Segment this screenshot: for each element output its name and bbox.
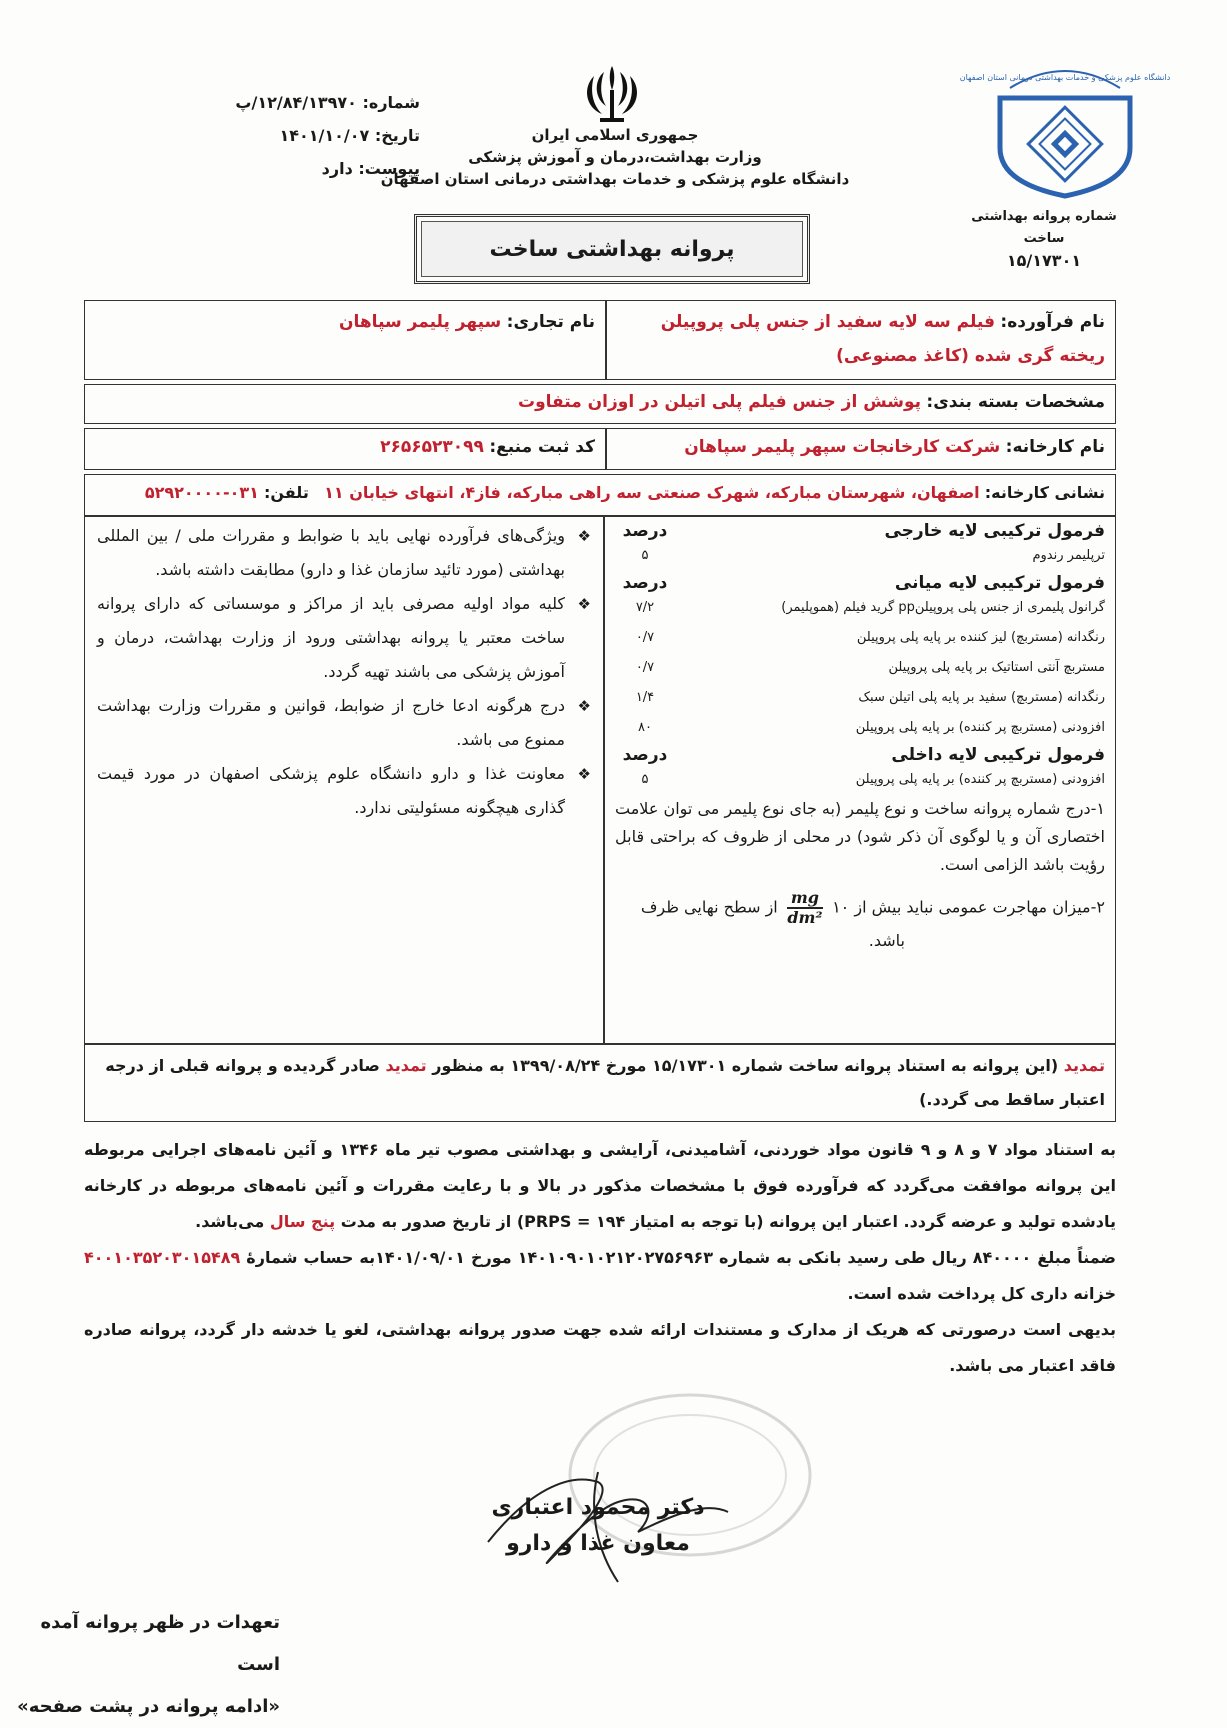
body-paragraph-1 — [84, 1132, 1116, 1240]
ingredient-name: مستربچ آنتی استاتیک بر پایه پلی پروپیلن — [888, 660, 1105, 675]
republic-name: جمهوری اسلامی ایران — [531, 126, 699, 144]
body-paragraph-3: بدیهی است درصورتی که هریک از مدارک و مستندات ارائه شده جهت صدور پروانه بهداشتی، لغو یا خدشه دار گردد، پروانه صادره فاقد اعتبار می باشد. — [84, 1320, 1116, 1375]
address-label: نشانی کارخانه: — [984, 483, 1105, 502]
ingredient-percent: ۰/۷ — [635, 630, 655, 645]
source-code-label: کد ثبت منبع: — [489, 437, 595, 457]
ingredient-name: گرانول پلیمری از جنس پلی پروپیلنpp گرید فیلم (هموپلیمر) — [781, 600, 1105, 615]
number-label: شماره: — [362, 93, 420, 112]
middle-title-text: فرمول ترکیبی لایه میانی — [894, 573, 1105, 593]
fraction-denominator: dm² — [787, 908, 823, 927]
formula-row — [615, 765, 1105, 795]
attachment-label: پیوست: — [358, 159, 420, 178]
address-value: اصفهان، شهرستان مبارکه، شهرک صنعتی سه راهی مبارکه، فاز۴، انتهای خیابان ۱۱ — [324, 483, 980, 502]
conditions-list — [84, 516, 604, 1044]
body-p2-text: ضمناً مبلغ ۸۴۰۰۰۰ ریال طی رسید بانکی به شماره ۱۴۰۱۰۹۰۱۰۲۱۲۰۲۷۵۶۹۶۳ مورخ ۱۴۰۱/۰۹/۰۱به حساب شمارهٔ — [246, 1248, 1116, 1267]
formulas-panel — [604, 516, 1116, 1044]
validity-period: پنج سال — [269, 1212, 336, 1231]
inner-layer-title — [615, 745, 1105, 765]
logo-arc-text: دانشگاه علوم پزشکی و خدمات بهداشتی درمانی استان اصفهان — [959, 73, 1171, 82]
brand-label: نام تجاری: — [506, 312, 595, 332]
date-value: ۱۴۰۱/۱۰/۰۷ — [279, 126, 370, 145]
extension-notice — [84, 1044, 1116, 1122]
address-cell — [84, 474, 1116, 516]
signatory-position: معاون غذا و دارو — [506, 1531, 690, 1556]
brand-cell — [84, 300, 606, 380]
body-p1-end: می‌باشد. — [195, 1212, 265, 1231]
ingredient-percent: ۵ — [641, 548, 649, 563]
ingredient-name: ترپلیمر رندوم — [1032, 548, 1105, 563]
fraction-numerator: mg — [787, 889, 823, 909]
license-number-block — [960, 206, 1128, 272]
footer-notes — [10, 1602, 280, 1728]
note-2-pre: ۲-میزان مهاجرت عمومی نباید بیش از — [854, 897, 1105, 917]
factory-cell — [606, 428, 1116, 470]
condition-item: ❖ معاونت غذا و دارو دانشگاه علوم پزشکی اصفهان در مورد قیمت گذاری هیچگونه مسئولیتی ندارد. — [97, 757, 591, 825]
percent-header: درصد — [622, 521, 668, 541]
note-2-number: ۱۰ — [832, 897, 850, 917]
formula-row — [615, 623, 1105, 653]
source-code-cell — [84, 428, 606, 470]
body-p2-end: خزانه داری کل پرداخت شده است. — [847, 1284, 1116, 1303]
number-value: ۱۲/۸۴/۱۳۹۷۰/پ — [235, 93, 357, 112]
license-number-label: شماره پروانه بهداشتی ساخت — [971, 209, 1117, 246]
ingredient-name: افزودنی (مستربچ پر کننده) بر پایه پلی پروپیلن — [855, 772, 1105, 787]
ingredient-percent: ۸۰ — [638, 720, 652, 735]
license-number-value: ۱۵/۱۷۳۰۱ — [1006, 251, 1082, 270]
note-2-post: از سطح نهایی ظرف — [640, 897, 778, 917]
packaging-value: پوشش از جنس فیلم پلی اتیلن در اوزان متفاوت — [518, 392, 921, 412]
footer-line-2: «ادامه پروانه در پشت صفحه» — [17, 1696, 280, 1717]
ingredient-percent: ۷/۲ — [635, 600, 655, 615]
product-label: نام فرآورده: — [1000, 312, 1105, 332]
percent-header: درصد — [622, 573, 668, 593]
extension-word: تمدید — [1063, 1056, 1105, 1075]
extension-word-2: تمدید — [385, 1056, 427, 1075]
inner-title-text: فرمول ترکیبی لایه داخلی — [891, 745, 1105, 765]
attachment-value: دارد — [321, 159, 353, 178]
note-2-end: باشد. — [868, 931, 905, 950]
condition-item: ❖ ویژگی‌های فرآورده نهایی باید با ضوابط و مقررات ملی / بین المللی بهداشتی (مورد تائید سازمان غذا و دارو) مطابقت داشته باشد. — [97, 519, 591, 587]
body-p1-text: به استناد مواد ۷ و ۸ و ۹ قانون مواد خوردنی، آشامیدنی، آرایشی و بهداشتی مصوب تیر ماه ۱۳۴۶ و آئین نامه‌های اجرایی مربوطه این پروانه موافقت می‌گردد که فرآورده فوق با مشخصات مذکور در بالا و با رعایت مقررات و آئین نامه‌های مربوطه در کارخانه یادشده تولید و عرضه گردد. اعتبار این پروانه (با توجه به امتیاز ۱۹۴ = PRPS) از تاریخ صدور به مدت — [84, 1140, 1116, 1231]
phone-label: تلفن: — [263, 483, 309, 502]
ingredient-name: رنگدانه (مستربچ) سفید بر پایه پلی اتیلن سبک — [858, 690, 1105, 705]
info-table — [84, 300, 1116, 516]
factory-value: شرکت کارخانجات سپهر پلیمر سپاهان — [684, 437, 1001, 457]
middle-layer-title — [615, 573, 1105, 593]
formula-row — [615, 683, 1105, 713]
outer-title-text: فرمول ترکیبی لایه خارجی — [884, 521, 1105, 541]
packaging-label: مشخصات بسته بندی: — [926, 392, 1105, 412]
ingredient-percent: ۵ — [641, 772, 649, 787]
condition-item: ❖ کلیه مواد اولیه مصرفی باید از مراکز و موسساتی که دارای پروانه ساخت معتبر یا پروانه بهداشتی ورود از وزارت بهداشت، درمان و آموزش پزشکی می باشند تهیه گردد. — [97, 587, 591, 689]
date-label: تاریخ: — [374, 126, 420, 145]
unit-fraction — [787, 889, 823, 927]
license-body — [84, 1132, 1116, 1384]
brand-value: سپهر پلیمر سپاهان — [339, 312, 502, 332]
ingredient-name: افزودنی (مستربچ پر کننده) بر پایه پلی پروپیلن — [855, 720, 1105, 735]
number-line — [200, 86, 420, 119]
university-logo-icon — [959, 58, 1171, 198]
issuer-heading — [380, 124, 850, 190]
account-number: ۴۰۰۱۰۳۵۲۰۳۰۱۵۴۸۹ — [84, 1248, 241, 1267]
note-1: ۱-درج شماره پروانه ساخت و نوع پلیمر (به جای نوع پلیمر می توان علامت اختصاری آن و یا لوگوی آن ذکر شود) در محلی از ظروف که براحتی قابل رؤیت باشد الزامی است. — [615, 799, 1105, 874]
formula-row — [615, 713, 1105, 743]
footer-line-1: تعهدات در ظهر پروانه آمده است — [40, 1612, 280, 1675]
percent-header: درصد — [622, 745, 668, 765]
condition-item: ❖ درج هرگونه ادعا خارج از ضوابط، قوانین و مقررات وزارت بهداشت ممنوع می باشد. — [97, 689, 591, 757]
factory-label: نام کارخانه: — [1005, 437, 1105, 457]
product-cell — [606, 300, 1116, 380]
formula-row — [615, 541, 1105, 571]
extension-text-1: (این پروانه به استناد پروانه ساخت شماره ۱۵/۱۷۳۰۱ مورخ ۱۳۹۹/۰۸/۲۴ به منظور — [432, 1056, 1059, 1075]
outer-layer-title — [615, 521, 1105, 541]
packaging-cell — [84, 384, 1116, 424]
ingredient-percent: ۱/۴ — [635, 690, 655, 705]
phone-value: ۰۳۱-۵۲۹۲۰۰۰۰ — [144, 483, 259, 502]
formula-row — [615, 653, 1105, 683]
note-2 — [615, 889, 1105, 955]
ministry-name: وزارت بهداشت،درمان و آموزش پزشکی — [468, 148, 762, 166]
formula-row — [615, 593, 1105, 623]
source-code-value: ۲۶۵۶۵۲۳۰۹۹ — [380, 437, 484, 457]
body-paragraph-2 — [84, 1240, 1116, 1312]
university-name: دانشگاه علوم پزشکی و خدمات بهداشتی درمانی استان اصفهان — [380, 170, 850, 188]
ingredient-name: رنگدانه (مستربچ) لیز کننده بر پایه پلی پروپیلن — [856, 630, 1105, 645]
product-value: فیلم سه لایه سفید از جنس پلی پروپیلن ریخته گری شده (کاغذ مصنوعی) — [660, 312, 1105, 366]
page-title: پروانه بهداشتی ساخت — [414, 214, 810, 284]
extension-text-2: صادر گردیده و پروانه قبلی از درجه اعتبار ساقط می گردد.) — [105, 1056, 1105, 1109]
signatory-name: دکتر محمود اعتباری — [491, 1495, 705, 1520]
iran-emblem-icon — [582, 62, 642, 128]
ingredient-percent: ۰/۷ — [635, 660, 655, 675]
signatory — [438, 1490, 758, 1562]
